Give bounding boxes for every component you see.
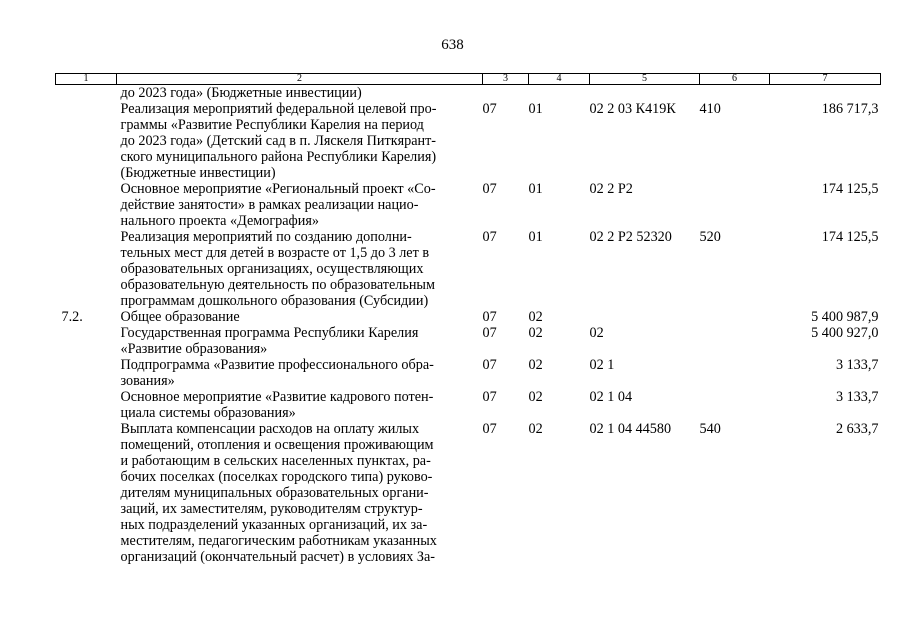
subsection-code: 01 [528,229,543,245]
description-line: и работающим в сельских населенных пунктах, ра- [120,453,431,469]
expense-type-code [700,85,770,102]
column-header-2: 2 [117,74,483,85]
description-line: Реализация мероприятий федеральной целевой про- [120,101,437,117]
amount-value: 186 717,3 [821,101,879,117]
column-header-3: 3 [483,74,529,85]
description-line: зования» [120,373,175,389]
row-number [56,229,117,309]
table-row [56,181,881,229]
target-item-code: 02 2 Р2 52320 [589,229,672,245]
row-number [56,181,117,229]
description-line: помещений, отопления и освещения проживающим [120,437,434,453]
target-item-code: 02 [589,325,604,341]
row-description [117,181,483,229]
section-code: 07 [482,101,497,117]
expense-type-code [700,357,770,389]
row-number [56,389,117,421]
description-line: Государственная программа Республики Карелия [120,325,419,341]
description-line: ского муниципального района Республики Карелия) [120,149,437,165]
row-description [117,309,483,325]
section-code: 07 [482,389,497,405]
budget-table [55,73,881,565]
description-line: Общее образование [120,309,240,325]
description-line: (Бюджетные инвестиции) [120,165,276,181]
amount-value [770,85,881,102]
amount-value: 174 125,5 [821,229,879,245]
target-item-code: 02 1 04 [589,389,633,405]
subsection-code: 01 [528,181,543,197]
description-line: нального проекта «Демография» [120,213,319,229]
table-row [56,85,881,102]
subsection-code: 02 [528,357,543,373]
row-description [117,229,483,309]
expense-type-code: 410 [699,101,721,117]
table-header-row [56,74,881,85]
section-code: 07 [482,229,497,245]
description-line: тельных мест для детей в возрасте от 1,5 до 3 лет в [120,245,430,261]
description-line: бочих поселках (поселках городского типа) руково- [120,469,433,485]
row-number [56,421,117,565]
subsection-code: 02 [528,389,543,405]
row-description [117,325,483,357]
row-description [117,85,483,102]
section-code [483,85,529,102]
description-line: граммы «Развитие Республики Карелия на период [120,117,424,133]
column-header-7: 7 [770,74,881,85]
expense-type-code [700,389,770,421]
row-number [56,101,117,181]
description-line: дителям муниципальных образовательных органи- [120,485,429,501]
page-number: 638 [441,37,464,53]
description-line: Реализация мероприятий по созданию дополни- [120,229,412,245]
row-number [56,357,117,389]
amount-value: 174 125,5 [821,181,879,197]
expense-type-code [700,309,770,325]
description-line: до 2023 года» (Детский сад в п. Ляскеля Питкярант- [120,133,437,149]
table-row [56,421,881,565]
subsection-code [529,85,590,102]
row-description [117,421,483,565]
target-item-code: 02 2 Р2 [589,181,633,197]
table-row [56,101,881,181]
target-item-code: 02 2 03 К419К [589,101,676,117]
description-line: «Развитие образования» [120,341,268,357]
description-line: заций, их заместителям, руководителям структур- [120,501,423,517]
expense-type-code [700,325,770,357]
table-row [56,309,881,325]
row-description [117,101,483,181]
table-row [56,357,881,389]
row-number: 7.2. [61,309,83,325]
description-line: ных подразделений указанных организаций, их за- [120,517,428,533]
target-item-code [590,309,700,325]
row-description [117,389,483,421]
description-line: до 2023 года» (Бюджетные инвестиции) [120,85,362,101]
description-line: циала системы образования» [120,405,296,421]
expense-type-code [700,181,770,229]
row-number [56,85,117,102]
section-code: 07 [482,181,497,197]
table-row [56,325,881,357]
subsection-code: 02 [528,309,543,325]
amount-value: 5 400 987,9 [811,309,879,325]
target-item-code: 02 1 [589,357,615,373]
description-line: Выплата компенсации расходов на оплату жилых [120,421,420,437]
subsection-code: 02 [528,325,543,341]
description-line: местителям, педагогическим работникам указанных [120,533,437,549]
subsection-code: 02 [528,421,543,437]
section-code: 07 [482,421,497,437]
description-line: Подпрограмма «Развитие профессионального обра- [120,357,434,373]
column-header-6: 6 [700,74,770,85]
expense-type-code: 520 [699,229,721,245]
amount-value: 3 133,7 [835,357,879,373]
description-line: организаций (окончательный расчет) в условиях За- [120,549,435,565]
table-row [56,229,881,309]
amount-value: 5 400 927,0 [811,325,879,341]
column-header-1: 1 [56,74,117,85]
description-line: программам дошкольного образования (Субсидии) [120,293,429,309]
table-row [56,389,881,421]
section-code: 07 [482,357,497,373]
description-line: образовательных организациях, осуществляющих [120,261,424,277]
column-header-4: 4 [529,74,590,85]
description-line: Основное мероприятие «Региональный проект «Со- [120,181,436,197]
description-line: образовательную деятельность по образовательным [120,277,435,293]
amount-value: 2 633,7 [835,421,879,437]
target-item-code: 02 1 04 44580 [589,421,672,437]
section-code: 07 [482,309,497,325]
row-number [56,325,117,357]
section-code: 07 [482,325,497,341]
table-body [56,85,881,566]
column-header-5: 5 [590,74,700,85]
target-item-code [590,85,700,102]
expense-type-code: 540 [699,421,721,437]
amount-value: 3 133,7 [835,389,879,405]
row-description [117,357,483,389]
description-line: действие занятости» в рамках реализации нацио- [120,197,419,213]
subsection-code: 01 [528,101,543,117]
description-line: Основное мероприятие «Развитие кадрового потен- [120,389,434,405]
